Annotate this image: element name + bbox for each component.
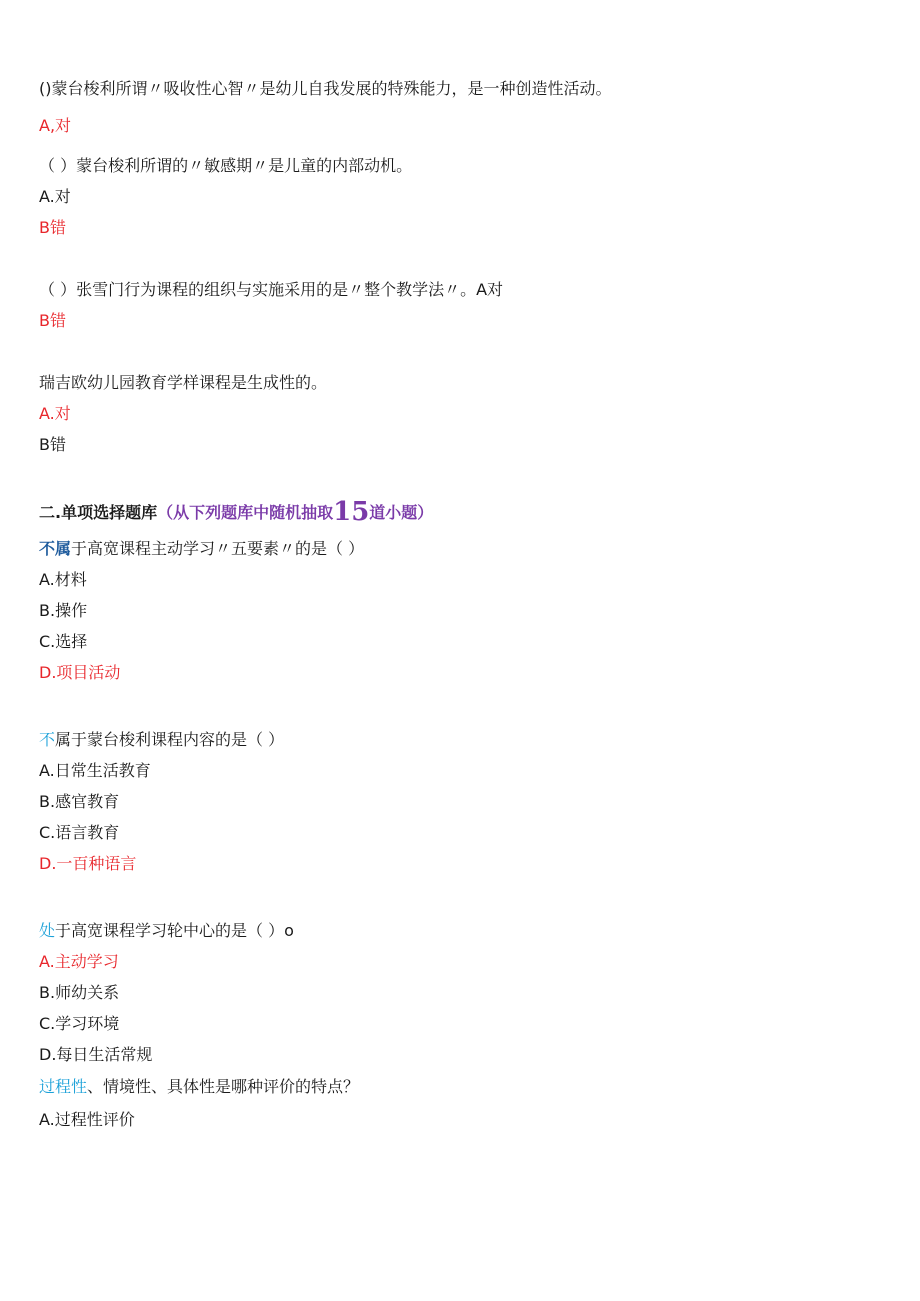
- section-note-post: 道小题）: [369, 503, 434, 522]
- section-note-number: 15: [333, 497, 370, 527]
- mc-question-3: [39, 921, 294, 941]
- tf-answer-2: B错: [39, 218, 66, 237]
- tf-question-3: （ ）张雪门行为课程的组织与实施采用的是〃整个教学法〃。A对: [39, 280, 504, 299]
- section-note-pre: （从下列题库中随机抽取: [157, 503, 334, 522]
- tf-option-4b: B错: [39, 435, 66, 454]
- tf-question-1: ()蒙台梭利所谓〃吸收性心智〃是幼儿自我发展的特殊能力，是一种创造性活动。: [39, 79, 612, 98]
- mc-answer-2: D.一百种语言: [39, 854, 137, 873]
- mc-question-1-lead: 不属: [39, 539, 72, 558]
- mc-option-3c: C.学习环境: [39, 1014, 120, 1033]
- section-title: 二.单项选择题库: [39, 503, 158, 522]
- mc-question-3-text: 于高宽课程学习轮中心的是（ ）o: [55, 921, 294, 940]
- mc-option-1b: B.操作: [39, 601, 88, 620]
- tf-answer-3: B错: [39, 311, 66, 330]
- mc-option-2b: B.感官教育: [39, 792, 120, 811]
- mc-answer-3: A.主动学习: [39, 952, 119, 971]
- mc-option-4a: A.过程性评价: [39, 1110, 135, 1129]
- mc-option-3d: D.每日生活常规: [39, 1045, 153, 1064]
- mc-question-3-lead: 处: [39, 921, 56, 940]
- mc-option-3b: B.师幼关系: [39, 983, 120, 1002]
- tf-question-2: （ ）蒙台梭利所谓的〃敏感期〃是儿童的内部动机。: [39, 156, 413, 175]
- mc-option-2c: C.语言教育: [39, 823, 120, 842]
- mc-option-2a: A.日常生活教育: [39, 761, 151, 780]
- mc-question-4-text: 、情境性、具体性是哪种评价的特点？: [87, 1077, 360, 1096]
- mc-question-2-text: 属于蒙台梭利课程内容的是（ ）: [55, 730, 285, 749]
- mc-question-4-lead: 过程性: [39, 1077, 88, 1096]
- tf-option-2a: A.对: [39, 187, 71, 206]
- mc-answer-1: D.项目活动: [39, 663, 121, 682]
- mc-question-2-lead: 不: [39, 730, 56, 749]
- mc-question-4: [39, 1077, 359, 1097]
- section-heading: [39, 497, 434, 527]
- mc-option-1a: A.材料: [39, 570, 87, 589]
- mc-option-1c: C.选择: [39, 632, 88, 651]
- tf-answer-4: A.对: [39, 404, 71, 423]
- mc-question-1: [39, 539, 364, 559]
- mc-question-1-text: 于高宽课程主动学习〃五要素〃的是（ ）: [71, 539, 365, 558]
- tf-question-4: 瑞吉欧幼儿园教育学样课程是生成性的。: [39, 373, 328, 392]
- tf-answer-1: A,对: [39, 116, 72, 135]
- mc-question-2: [39, 730, 284, 750]
